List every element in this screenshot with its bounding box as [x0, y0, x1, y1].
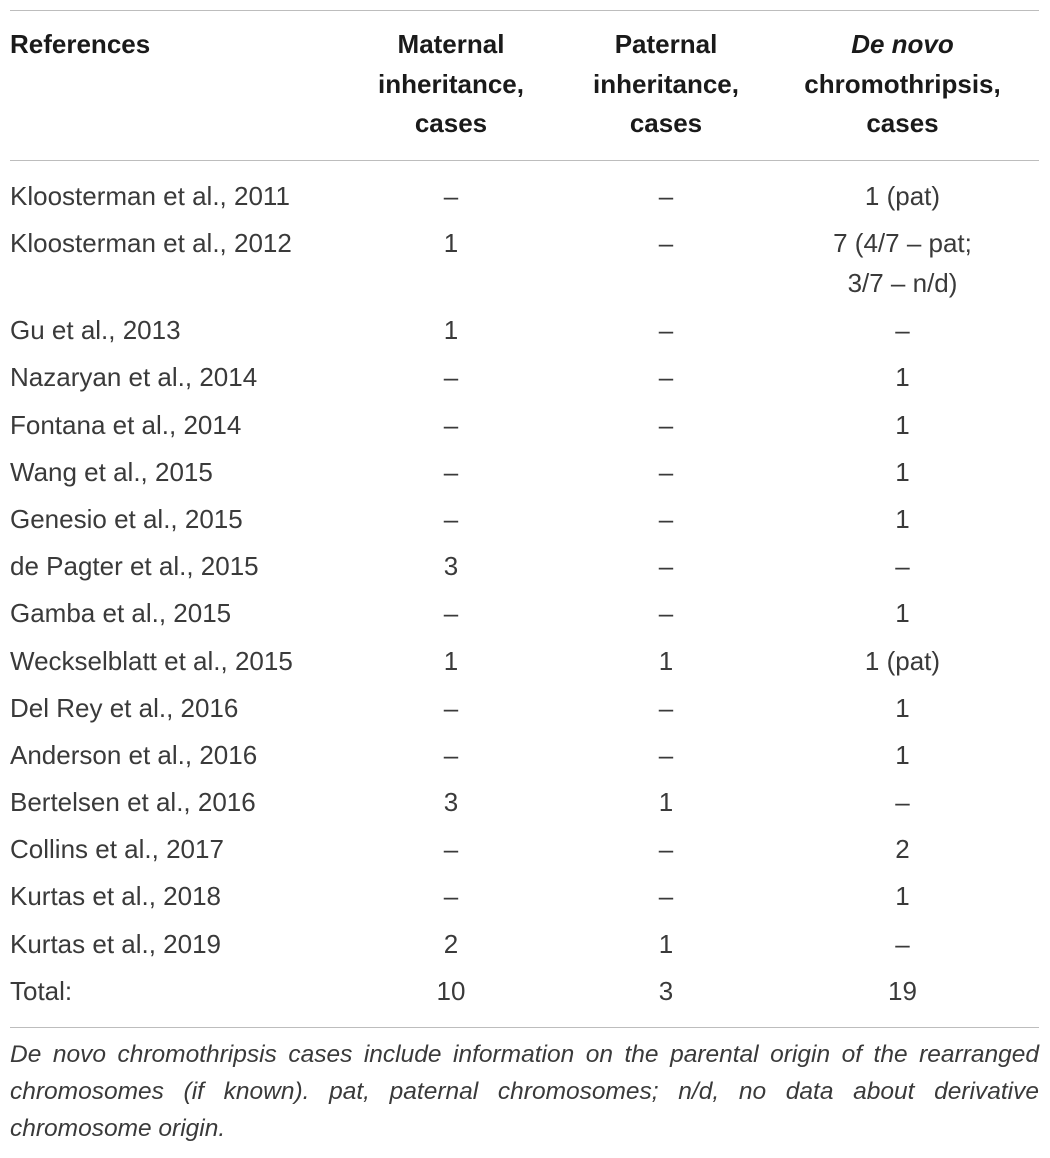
- cell-de-novo: 1: [895, 881, 910, 912]
- header-maternal-line1: Maternal: [397, 29, 505, 59]
- table-row: [10, 736, 1039, 783]
- header-references: [10, 25, 336, 161]
- cell-paternal: –: [658, 315, 674, 346]
- cell-de-novo: 19: [888, 975, 917, 1006]
- header-paternal-line3: cases: [629, 108, 703, 138]
- cell-maternal: –: [443, 739, 459, 770]
- header-maternal-line3: cases: [414, 108, 488, 138]
- cell-de-novo: –: [895, 551, 910, 582]
- cell-paternal: –: [658, 739, 674, 770]
- cell-maternal: 1: [443, 645, 459, 676]
- cell-reference: Nazaryan et al., 2014: [10, 362, 258, 393]
- cell-reference: Del Rey et al., 2016: [10, 692, 239, 723]
- cell-paternal: –: [658, 881, 674, 912]
- cell-de-novo: 1: [895, 362, 910, 393]
- cell-reference: Fontana et al., 2014: [10, 409, 242, 440]
- cell-de-novo-line1: 7 (4/7 – pat;: [833, 228, 972, 259]
- cell-reference: Bertelsen et al., 2016: [10, 787, 256, 818]
- cell-paternal: –: [658, 456, 674, 487]
- cell-reference: Gu et al., 2013: [10, 315, 181, 346]
- table-row: [10, 161, 1039, 224]
- cell-maternal: –: [443, 181, 459, 211]
- header-row: [10, 25, 1039, 161]
- cell-paternal: –: [658, 362, 674, 393]
- cell-maternal: 3: [443, 551, 459, 582]
- cell-maternal: 1: [443, 315, 459, 346]
- cell-paternal: –: [658, 834, 674, 865]
- cell-reference: Collins et al., 2017: [10, 834, 224, 865]
- header-de-novo-line2: chromothripsis,: [804, 68, 1001, 99]
- cell-reference: Wang et al., 2015: [10, 456, 213, 487]
- header-references-label: References: [10, 29, 151, 59]
- cell-paternal: 1: [658, 645, 674, 676]
- cell-maternal: –: [443, 881, 459, 912]
- header-paternal-line2: inheritance,: [593, 68, 739, 99]
- table-row: [10, 547, 1039, 594]
- table-header: [10, 25, 1039, 161]
- table-row: [10, 406, 1039, 453]
- header-de-novo-line3: cases: [866, 108, 939, 138]
- cell-de-novo: –: [895, 787, 910, 818]
- cell-maternal: 1: [443, 228, 459, 259]
- cell-paternal: –: [658, 228, 674, 259]
- bottom-rule: [10, 1027, 1039, 1028]
- header-paternal-line1: Paternal: [614, 29, 718, 59]
- cell-de-novo: [766, 224, 1039, 311]
- cell-paternal: 1: [658, 928, 674, 959]
- cell-maternal: –: [443, 409, 459, 440]
- cell-de-novo: 1: [895, 739, 910, 770]
- cell-paternal: –: [658, 551, 674, 582]
- table-footnote: De novo chromothripsis cases include information on the parental origin of the rearranged chromosomes (if known). pat, paternal chromosomes; n/d, no data about derivative chromosome origin.: [10, 1041, 1039, 1142]
- cell-maternal: 10: [436, 975, 466, 1006]
- cell-maternal: –: [443, 598, 459, 629]
- header-de-novo: [766, 25, 1039, 161]
- cell-maternal: 3: [443, 787, 459, 818]
- cell-reference: Kloosterman et al., 2011: [10, 181, 290, 211]
- table-row: [10, 358, 1039, 405]
- table-row: [10, 642, 1039, 689]
- table-row: [10, 500, 1039, 547]
- cell-de-novo: 1: [895, 456, 910, 487]
- cell-de-novo: –: [895, 928, 910, 959]
- cell-maternal: –: [443, 456, 459, 487]
- table-row: [10, 311, 1039, 358]
- inheritance-table: [10, 25, 1039, 1019]
- cell-reference: Total:: [10, 975, 73, 1006]
- cell-reference: Kurtas et al., 2018: [10, 881, 222, 912]
- cell-paternal: –: [658, 409, 674, 440]
- cell-de-novo: 1: [895, 598, 910, 629]
- header-maternal: [336, 25, 566, 161]
- cell-de-novo: 1: [895, 692, 910, 723]
- cell-paternal: –: [658, 503, 674, 534]
- cell-maternal: –: [443, 692, 459, 723]
- cell-maternal: –: [443, 503, 459, 534]
- cell-reference: Weckselblatt et al., 2015: [10, 645, 293, 676]
- table-row: [10, 594, 1039, 641]
- cell-reference: Kloosterman et al., 2012: [10, 228, 292, 259]
- header-paternal: [566, 25, 766, 161]
- cell-reference: Gamba et al., 2015: [10, 598, 232, 629]
- table-row: [10, 689, 1039, 736]
- cell-reference: Genesio et al., 2015: [10, 503, 243, 534]
- cell-maternal: 2: [443, 928, 459, 959]
- cell-de-novo: –: [895, 315, 910, 346]
- cell-de-novo: 1 (pat): [864, 181, 941, 211]
- cell-de-novo: 1 (pat): [864, 645, 941, 676]
- cell-maternal: –: [443, 834, 459, 865]
- cell-reference: de Pagter et al., 2015: [10, 551, 259, 582]
- cell-maternal: –: [443, 362, 459, 393]
- cell-paternal: –: [658, 598, 674, 629]
- header-maternal-line2: inheritance,: [378, 68, 524, 99]
- cell-reference: Anderson et al., 2016: [10, 739, 258, 770]
- table-row: [10, 783, 1039, 830]
- cell-reference: Kurtas et al., 2019: [10, 928, 222, 959]
- cell-de-novo: 1: [895, 409, 910, 440]
- table-row: [10, 224, 1039, 311]
- cell-paternal: –: [658, 692, 674, 723]
- total-row: [10, 972, 1039, 1019]
- cell-de-novo-line2: 3/7 – n/d): [847, 267, 958, 298]
- table-body: [10, 161, 1039, 1019]
- table-row: [10, 453, 1039, 500]
- cell-paternal: 1: [658, 787, 674, 818]
- header-de-novo-line1: De novo: [851, 29, 954, 59]
- table-row: [10, 877, 1039, 924]
- top-rule: [10, 10, 1039, 11]
- table-row: [10, 925, 1039, 972]
- cell-de-novo: 1: [895, 503, 910, 534]
- table-row: [10, 830, 1039, 877]
- cell-paternal: –: [658, 181, 674, 211]
- cell-paternal: 3: [658, 975, 674, 1006]
- cell-de-novo: 2: [895, 834, 910, 865]
